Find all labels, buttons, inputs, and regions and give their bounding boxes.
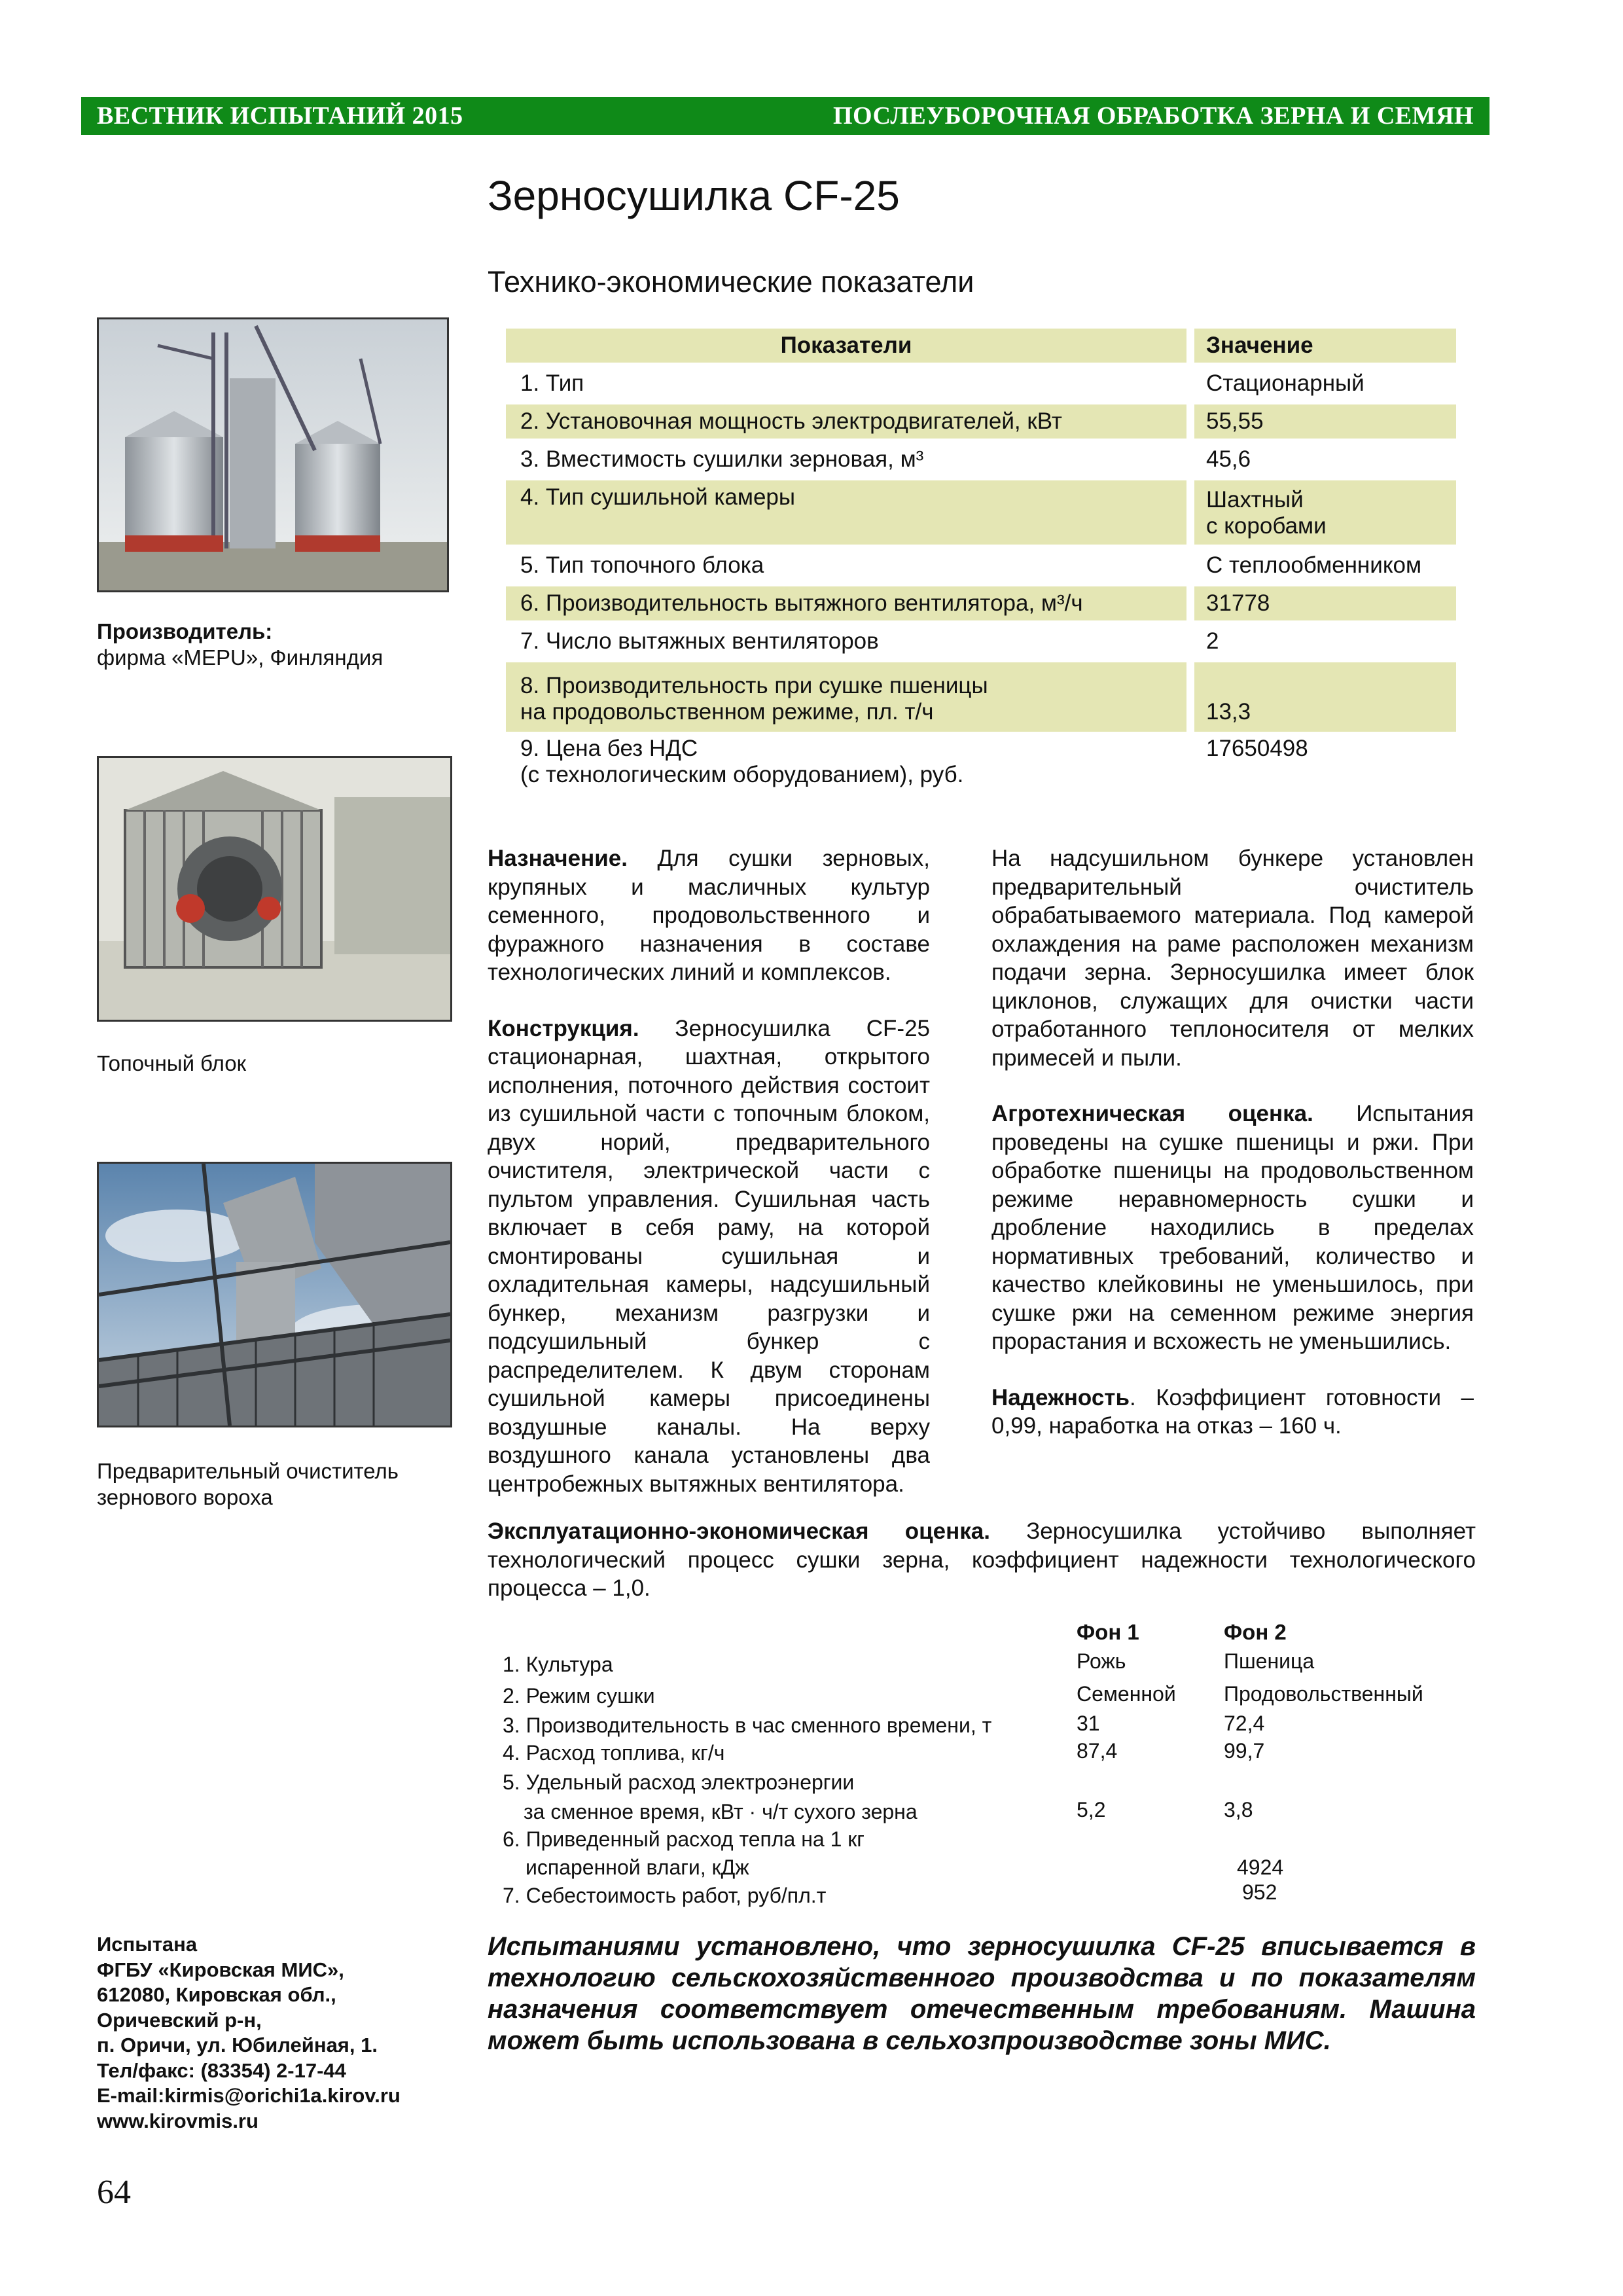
purpose-text: Для сушки зерновых, крупяных и масличных культур семенного, продовольственного и фуражного назначения в составе технологических линий и комплексов. bbox=[488, 846, 930, 985]
precleaner-caption: Предварительный очиститель зернового вороха bbox=[97, 1459, 399, 1509]
design-paragraph bbox=[488, 1014, 930, 1499]
header-bar bbox=[81, 97, 1489, 135]
contact-line: Оричевский р-н, bbox=[97, 2008, 262, 2032]
spec-table bbox=[506, 329, 1456, 796]
contact-block bbox=[97, 1932, 401, 2134]
manufacturer-label: Производитель: bbox=[97, 619, 273, 643]
spec-row bbox=[506, 404, 1456, 439]
design-heading: Конструкция. bbox=[488, 1015, 639, 1041]
results-f2: 3,8 bbox=[1224, 1798, 1253, 1821]
spec-label: 9. Цена без НДС (с технологическим оборудованием), руб. bbox=[520, 736, 964, 787]
results-label: 7. Себестоимость работ, руб/пл.т bbox=[503, 1884, 827, 1907]
contact-line: п. Оричи, ул. Юбилейная, 1. bbox=[97, 2034, 378, 2056]
spec-value: Стационарный bbox=[1206, 370, 1364, 396]
purpose-heading: Назначение. bbox=[488, 846, 628, 871]
reliability-heading: Надежность bbox=[991, 1384, 1130, 1410]
section-title: ПОСЛЕУБОРОЧНАЯ ОБРАБОТКА ЗЕРНА И СЕМЯН bbox=[832, 102, 1474, 130]
spec-value: Шахтный с коробами bbox=[1194, 480, 1456, 545]
results-label: за сменное время, кВт · ч/т сухого зерна bbox=[524, 1800, 918, 1823]
contact-website: www.kirovmis.ru bbox=[97, 2109, 259, 2132]
text-column-left bbox=[488, 844, 930, 1526]
spec-value: 17650498 bbox=[1206, 736, 1308, 761]
results-f2: 72,4 bbox=[1224, 1712, 1265, 1735]
results-f2: 952 bbox=[1242, 1880, 1277, 1904]
spec-row bbox=[506, 548, 1456, 583]
spec-value-cell bbox=[1194, 662, 1456, 732]
spec-row bbox=[506, 367, 1456, 401]
results-label: 3. Производительность в час сменного времени, т bbox=[503, 1713, 992, 1737]
results-header-f1: Фон 1 bbox=[1077, 1620, 1139, 1644]
results-header-f2: Фон 2 bbox=[1224, 1620, 1287, 1644]
spec-row bbox=[506, 624, 1456, 658]
agro-text: Испытания проведены на сушке пшеницы и ржи. При обработке пшеницы на продовольственном режиме неравномерность сушки и дробление находились в пределах нормативных требований, количество и качество клейковины не уменьшилось, при сушке ржи на семенном режиме энергия прорастания и всхожесть не уменьшились. bbox=[991, 1101, 1474, 1354]
spec-value: С теплообменником bbox=[1206, 552, 1422, 578]
spec-header-indicator: Показатели bbox=[506, 329, 1186, 363]
results-f2: Пшеница bbox=[1224, 1649, 1315, 1673]
spec-label: 2. Установочная мощность электродвигателей, кВт bbox=[506, 404, 1186, 439]
design-text: Зерносушилка CF-25 стационарная, шахтная, открытого исполнения, поточного действия состоит из сушильной части с топочным блоком, двух норий, предварительного очистителя, электрической части с пультом управления. Сушильная часть включает в себя раму, на которой смонтированы сушильная и охладительная камеры, надсушильный бункер, механизм разгрузки и подсушильный бункер с распределителем. К двум сторонам сушильной камеры присоединены воздушные каналы. На верху воздушного канала установлены два центробежных вытяжных вентилятора. bbox=[488, 1015, 930, 1497]
contact-email: E-mail:kirmis@orichi1a.kirov.ru bbox=[97, 2084, 401, 2107]
results-f2: Продовольственный bbox=[1224, 1682, 1423, 1706]
spec-value: 2 bbox=[1206, 628, 1219, 654]
furnace-photo bbox=[97, 756, 452, 1022]
spec-label: 8. Производительность при сушке пшеницы на продовольственном режиме, пл. т/ч bbox=[506, 662, 1186, 732]
results-f1: 31 bbox=[1077, 1712, 1100, 1735]
spec-label: 5. Тип топочного блока bbox=[520, 552, 764, 578]
precleaner-image bbox=[99, 1164, 450, 1426]
furnace-caption: Топочный блок bbox=[97, 1051, 247, 1075]
spec-value: 31778 bbox=[1194, 586, 1456, 620]
spec-label: 1. Тип bbox=[520, 370, 584, 396]
results-label: испаренной влаги, кДж bbox=[526, 1856, 749, 1879]
spec-label: 4. Тип сушильной камеры bbox=[506, 480, 1186, 545]
spec-value: 45,6 bbox=[1206, 446, 1251, 472]
results-f1: 87,4 bbox=[1077, 1739, 1118, 1763]
results-f1: Рожь bbox=[1077, 1649, 1126, 1673]
spec-row bbox=[506, 586, 1456, 620]
manufacturer-name: фирма «MEPU», Финляндия bbox=[97, 645, 383, 670]
manufacturer-caption bbox=[97, 619, 383, 671]
results-f1: Семенной bbox=[1077, 1682, 1176, 1706]
results-f2: 99,7 bbox=[1224, 1739, 1265, 1763]
spec-label: 7. Число вытяжных вентиляторов bbox=[520, 628, 879, 654]
spec-value: 13,3 bbox=[1206, 699, 1251, 725]
spec-label: 6. Производительность вытяжного вентилятора, м³/ч bbox=[506, 586, 1186, 620]
precleaner-photo bbox=[97, 1162, 452, 1427]
contact-line: Тел/факс: (83354) 2-17-44 bbox=[97, 2058, 346, 2082]
spec-label: 3. Вместимость сушилки зерновая, м³ bbox=[520, 446, 924, 472]
exploitation-heading: Эксплуатационно-экономическая оценка. bbox=[488, 1518, 990, 1544]
results-label: 1. Культура bbox=[503, 1653, 613, 1676]
results-f1: 5,2 bbox=[1077, 1798, 1106, 1821]
purpose-paragraph bbox=[488, 844, 930, 987]
page-number: 64 bbox=[97, 2174, 131, 2211]
spec-header-value: Значение bbox=[1194, 329, 1456, 363]
agro-heading: Агротехническая оценка. bbox=[991, 1101, 1313, 1126]
reliability-text: . Коэффициент готовности – 0,99, наработка на отказ – 160 ч. bbox=[991, 1384, 1474, 1439]
page-subtitle: Технико-экономические показатели bbox=[488, 265, 974, 298]
exploitation-text: Зерносушилка устойчиво выполняет технологический процесс сушки зерна, коэффициент надежности технологического процесса – 1,0. bbox=[488, 1518, 1476, 1601]
furnace-image bbox=[99, 758, 450, 1020]
spec-row bbox=[506, 442, 1456, 476]
journal-title: ВЕСТНИК ИСПЫТАНИЙ 2015 bbox=[97, 102, 463, 130]
bunker-paragraph: На надсушильном бункере установлен предварительный очиститель обрабатываемого материала. Под камерой охлаждения на раме расположен механизм подачи зерна. Зерносушилка имеет блок циклонов, служащих для очистки части отработанного теплоносителя от мелких примесей и пыли. bbox=[991, 846, 1474, 1071]
results-label: 5. Удельный расход электроэнергии bbox=[503, 1770, 855, 1794]
results-f2: 4924 bbox=[1237, 1856, 1284, 1879]
exploitation-paragraph bbox=[488, 1517, 1476, 1603]
dryer-photo bbox=[97, 317, 449, 592]
contact-line: ФГБУ «Кировская МИС», bbox=[97, 1958, 344, 1981]
contact-line: 612080, Кировская обл., bbox=[97, 1983, 336, 2006]
conclusion-text: Испытаниями установлено, что зерносушилка CF-25 вписывается в технологию сельскохозяйственного производства и по показателям назначения соответствует отечественным требованиям. Машина может быть использована в сельхозпроизводстве зоны МИС. bbox=[488, 1932, 1476, 2055]
spec-table-header bbox=[506, 329, 1456, 363]
spec-row bbox=[506, 662, 1456, 732]
results-label: 6. Приведенный расход тепла на 1 кг bbox=[503, 1827, 865, 1851]
results-label: 2. Режим сушки bbox=[503, 1684, 655, 1708]
spec-value: 55,55 bbox=[1194, 404, 1456, 439]
spec-row bbox=[506, 736, 1456, 792]
reliability-paragraph bbox=[991, 1384, 1474, 1441]
contact-line: Испытана bbox=[97, 1933, 198, 1956]
dryer-image bbox=[99, 319, 447, 590]
results-label: 4. Расход топлива, кг/ч bbox=[503, 1741, 725, 1765]
page-title: Зерносушилка CF-25 bbox=[488, 172, 900, 219]
spec-row bbox=[506, 480, 1456, 545]
text-column-right bbox=[991, 844, 1474, 1468]
agro-paragraph bbox=[991, 1100, 1474, 1356]
